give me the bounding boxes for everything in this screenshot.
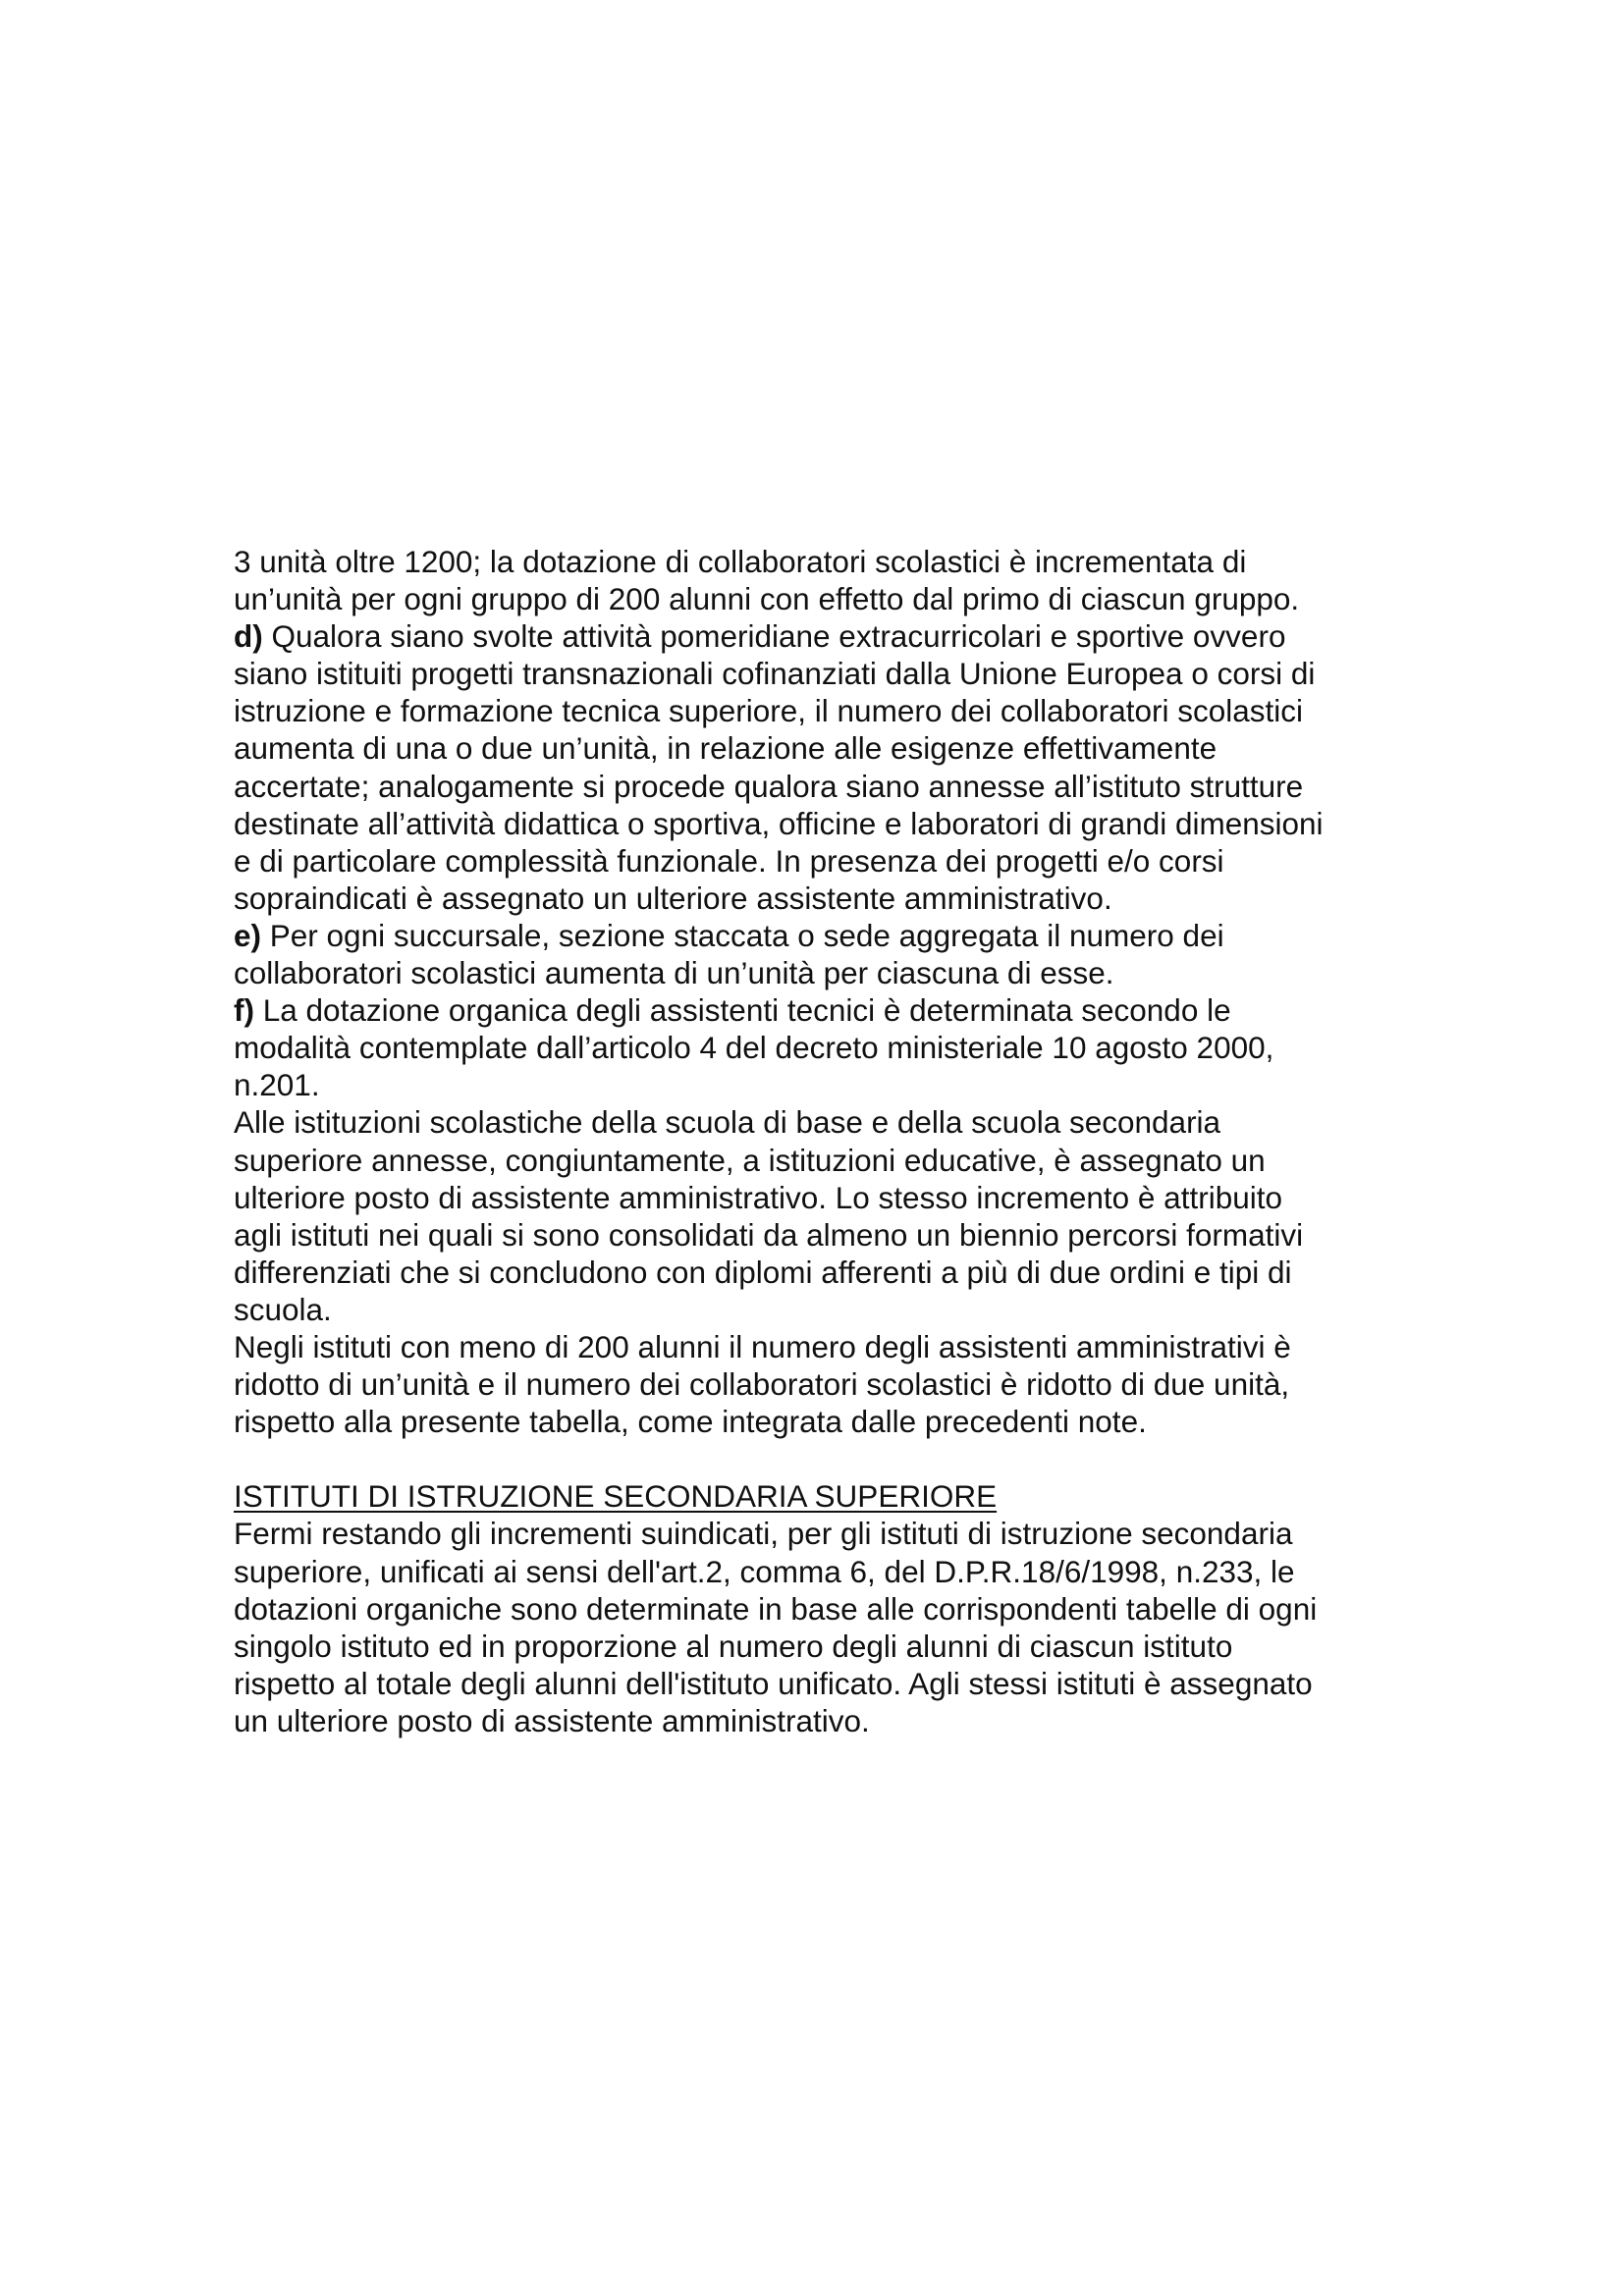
- text-line: 3 unità oltre 1200; la dotazione di collaboratori scolastici è incrementata di: [234, 544, 1247, 579]
- note-d-marker: d): [234, 618, 263, 655]
- paragraph-istituzioni: [234, 1103, 1412, 1328]
- text-line: siano istituiti progetti transnazionali cofinanziati dalla Unione Europea o corsi di: [234, 656, 1316, 692]
- blank-line: [234, 1440, 1412, 1477]
- text-line: differenziati che si concludono con diplomi afferenti a più di due ordini e tipi di: [234, 1254, 1292, 1290]
- text-line: Alle istituzioni scolastiche della scuola di base e della scuola secondaria: [234, 1104, 1221, 1141]
- text-line: [234, 991, 1412, 1029]
- text-line: scuola.: [234, 1291, 332, 1327]
- text-line: accertate; analogamente si procede qualora siano annesse all’istituto strutture: [234, 768, 1304, 804]
- note-d: [234, 617, 1412, 917]
- text-line: superiore annesse, congiuntamente, a istituzioni educative, è assegnato un: [234, 1142, 1266, 1178]
- text-line: ridotto di un’unità e il numero dei collaboratori scolastici è ridotto di due unità,: [234, 1366, 1290, 1403]
- text-line: rispetto alla presente tabella, come integrata dalle precedenti note.: [234, 1404, 1147, 1440]
- text-line: e di particolare complessità funzionale. In presenza dei progetti e/o corsi: [234, 842, 1224, 879]
- note-e-marker: e): [234, 917, 262, 953]
- paragraph-intro: [234, 543, 1412, 617]
- text-line: sopraindicati è assegnato un ulteriore assistente amministrativo.: [234, 880, 1112, 916]
- text-line: singolo istituto ed in proporzione al numero degli alunni di ciascun istituto: [234, 1628, 1233, 1664]
- text-line: un’unità per ogni gruppo di 200 alunni con effetto dal primo di ciascun gruppo.: [234, 581, 1300, 617]
- text-line: collaboratori scolastici aumenta di un’unità per ciascuna di esse.: [234, 955, 1114, 991]
- note-f: [234, 991, 1412, 1103]
- text-line: Negli istituti con meno di 200 alunni il numero degli assistenti amministrativi è: [234, 1328, 1291, 1364]
- paragraph-meno-200: [234, 1328, 1412, 1440]
- text-line: Fermi restando gli incrementi suindicati, per gli istituti di istruzione secondaria: [234, 1516, 1293, 1552]
- text-line: aumenta di una o due un’unità, in relazione alle esigenze effettivamente: [234, 730, 1217, 767]
- text-line: destinate all’attività didattica o sportiva, officine e laboratori di grandi dimensioni: [234, 805, 1324, 841]
- paragraph-unificati: [234, 1515, 1412, 1739]
- text-line: modalità contemplate dall’articolo 4 del decreto ministeriale 10 agosto 2000,: [234, 1030, 1274, 1066]
- text-line: superiore, unificati ai sensi dell'art.2, comma 6, del D.P.R.18/6/1998, n.233, le: [234, 1553, 1295, 1589]
- text-line: agli istituti nei quali si sono consolidati da almeno un biennio percorsi formativi: [234, 1216, 1304, 1253]
- text-line: rispetto al totale degli alunni dell'istituto unificato. Agli stessi istituti è assegnato: [234, 1665, 1313, 1701]
- note-f-first-line: La dotazione organica degli assistenti tecnici è determinata secondo le: [253, 992, 1231, 1029]
- note-f-marker: f): [234, 992, 254, 1029]
- section-heading: ISTITUTI DI ISTRUZIONE SECONDARIA SUPERIORE: [234, 1478, 998, 1515]
- note-d-first-line: Qualora siano svolte attività pomeridiane extracurricolari e sportive ovvero: [262, 618, 1286, 655]
- text-line: n.201.: [234, 1067, 320, 1103]
- text-line: [234, 617, 1412, 655]
- text-line: ulteriore posto di assistente amministrativo. Lo stesso incremento è attribuito: [234, 1179, 1283, 1215]
- text-line: un ulteriore posto di assistente amministrativo.: [234, 1702, 870, 1738]
- text-line: [234, 917, 1412, 954]
- text-line: istruzione e formazione tecnica superiore, il numero dei collaboratori scolastici: [234, 693, 1304, 729]
- note-e-first-line: Per ogni succursale, sezione staccata o sede aggregata il numero dei: [261, 917, 1224, 953]
- document-body: [234, 543, 1412, 1739]
- note-e: [234, 917, 1412, 991]
- text-line: dotazioni organiche sono determinate in base alle corrispondenti tabelle di ogni: [234, 1590, 1318, 1627]
